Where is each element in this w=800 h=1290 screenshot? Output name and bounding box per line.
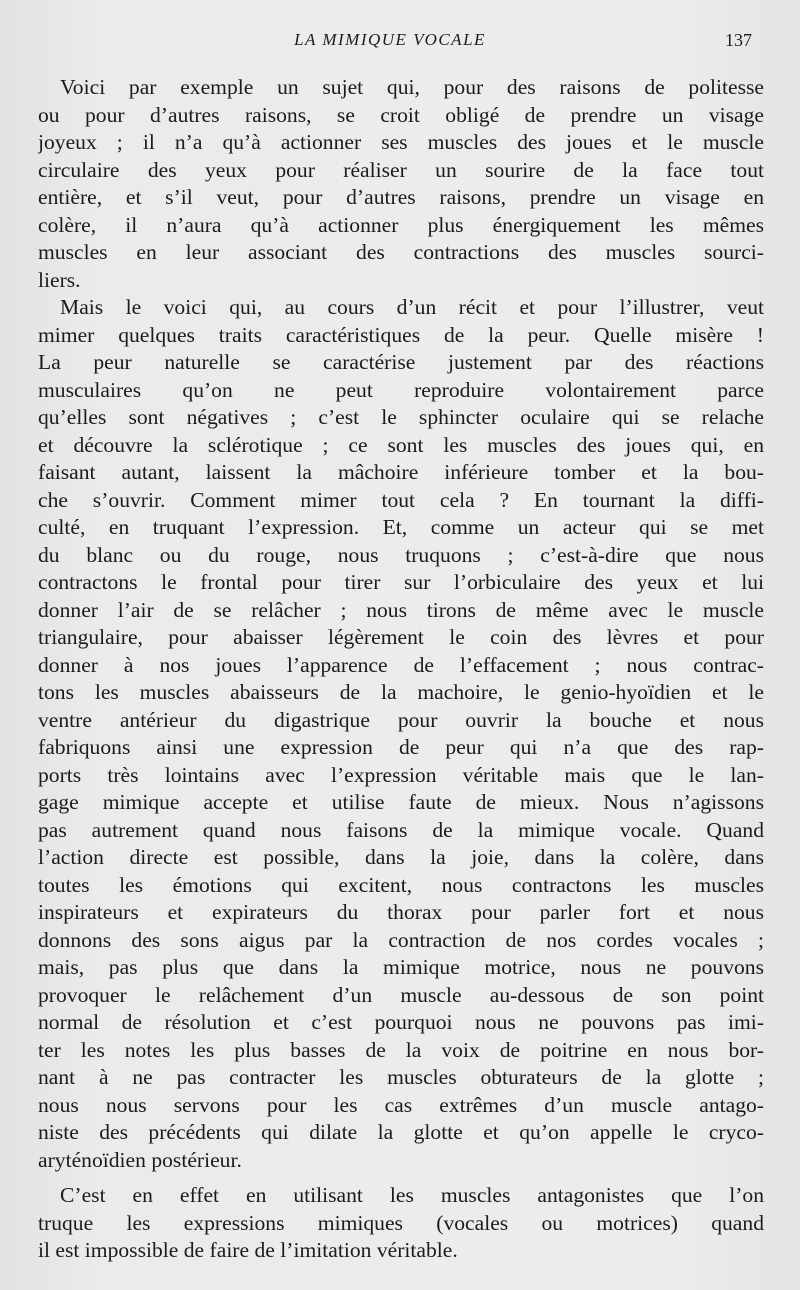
text-line: tons les muscles abaisseurs de la machoire, le genio-hyoïdien et le: [38, 680, 764, 704]
text-line: Mais le voici qui, au cours d’un récit et pour l’illustrer, veut: [60, 295, 764, 319]
text-line: donnons des sons aigus par la contraction de nos cordes vocales ;: [38, 927, 764, 952]
paragraph-gap: [38, 1174, 764, 1182]
text-line: contractons le frontal pour tirer sur l’orbiculaire des yeux et lui: [38, 570, 764, 594]
text-line: normal de résolution et c’est pourquoi nous ne pouvons pas imi-: [38, 1010, 764, 1034]
paragraph: [38, 294, 764, 1174]
text-line: musculaires qu’on ne peut reproduire volontairement parce: [38, 377, 764, 402]
text-line: gage mimique accepte et utilise faute de mieux. Nous n’agissons: [38, 790, 764, 814]
text-line: C’est en effet en utilisant les muscles antagonistes que l’on: [60, 1183, 764, 1207]
text-line: liers.: [38, 267, 81, 292]
text-line: il est impossible de faire de l’imitation véritable.: [38, 1238, 458, 1262]
text-line: nous nous servons pour les cas extrêmes d’un muscle antago-: [38, 1092, 764, 1117]
text-line: provoquer le relâchement d’un muscle au-dessous de son point: [38, 982, 764, 1007]
text-line: aryténoïdien postérieur.: [38, 1147, 242, 1172]
text-line: donner à nos joues l’apparence de l’effacement ; nous contrac-: [38, 652, 764, 677]
text-line: pas autrement quand nous faisons de la mimique vocale. Quand: [38, 817, 764, 842]
text-line: qu’elles sont négatives ; c’est le sphincter oculaire qui se relache: [38, 405, 764, 429]
text-line: du blanc ou du rouge, nous truquons ; c’est-à-dire que nous: [38, 542, 764, 567]
text-line: triangulaire, pour abaisser légèrement le coin des lèvres et pour: [38, 625, 764, 649]
text-line: faisant autant, laissent la mâchoire inférieure tomber et la bou-: [38, 460, 764, 484]
text-line: ter les notes les plus basses de la voix de poitrine en nous bor-: [38, 1037, 764, 1062]
text-line: mimer quelques traits caractéristiques de la peur. Quelle misère !: [38, 322, 764, 347]
page-header: [0, 30, 800, 54]
text-line: ventre antérieur du digastrique pour ouvrir la bouche et nous: [38, 707, 764, 732]
text-line: niste des précédents qui dilate la glotte et qu’on appelle le cryco-: [38, 1120, 764, 1144]
text-line: entière, et s’il veut, pour d’autres raisons, prendre un visage en: [38, 185, 764, 209]
text-line: colère, il n’aura qu’à actionner plus énergiquement les mêmes: [38, 212, 764, 237]
text-line: ports très lointains avec l’expression véritable mais que le lan-: [38, 762, 764, 787]
text-line: inspirateurs et expirateurs du thorax pour parler fort et nous: [38, 900, 764, 924]
paragraph: [38, 74, 764, 294]
text-line: toutes les émotions qui excitent, nous contractons les muscles: [38, 872, 764, 897]
text-line: mais, pas plus que dans la mimique motrice, nous ne pouvons: [38, 955, 764, 979]
paragraph: [38, 1182, 764, 1265]
text-line: et découvre la sclérotique ; ce sont les muscles des joues qui, en: [38, 432, 764, 457]
text-line: fabriquons ainsi une expression de peur qui n’a que des rap-: [38, 735, 764, 759]
running-title: LA MIMIQUE VOCALE: [294, 30, 486, 49]
text-line: circulaire des yeux pour réaliser un sourire de la face tout: [38, 157, 764, 182]
page-number: 137: [725, 30, 752, 50]
text-line: che s’ouvrir. Comment mimer tout cela ? En tournant la diffi-: [38, 487, 764, 512]
text-line: culté, en truquant l’expression. Et, comme un acteur qui se met: [38, 515, 764, 539]
text-line: donner l’air de se relâcher ; nous tirons de même avec le muscle: [38, 597, 764, 622]
text-line: ou pour d’autres raisons, se croit obligé de prendre un visage: [38, 102, 764, 127]
text-line: truque les expressions mimiques (vocales ou motrices) quand: [38, 1210, 764, 1235]
text-line: La peur naturelle se caractérise justement par des réactions: [38, 350, 764, 374]
text-line: Voici par exemple un sujet qui, pour des raisons de politesse: [60, 75, 764, 99]
text-line: nant à ne pas contracter les muscles obturateurs de la glotte ;: [38, 1065, 764, 1089]
body-text: [38, 74, 764, 1265]
text-line: joyeux ; il n’a qu’à actionner ses muscles des joues et le muscle: [38, 130, 764, 154]
text-line: l’action directe est possible, dans la joie, dans la colère, dans: [38, 845, 764, 869]
text-line: muscles en leur associant des contractions des muscles sourci-: [38, 240, 764, 264]
